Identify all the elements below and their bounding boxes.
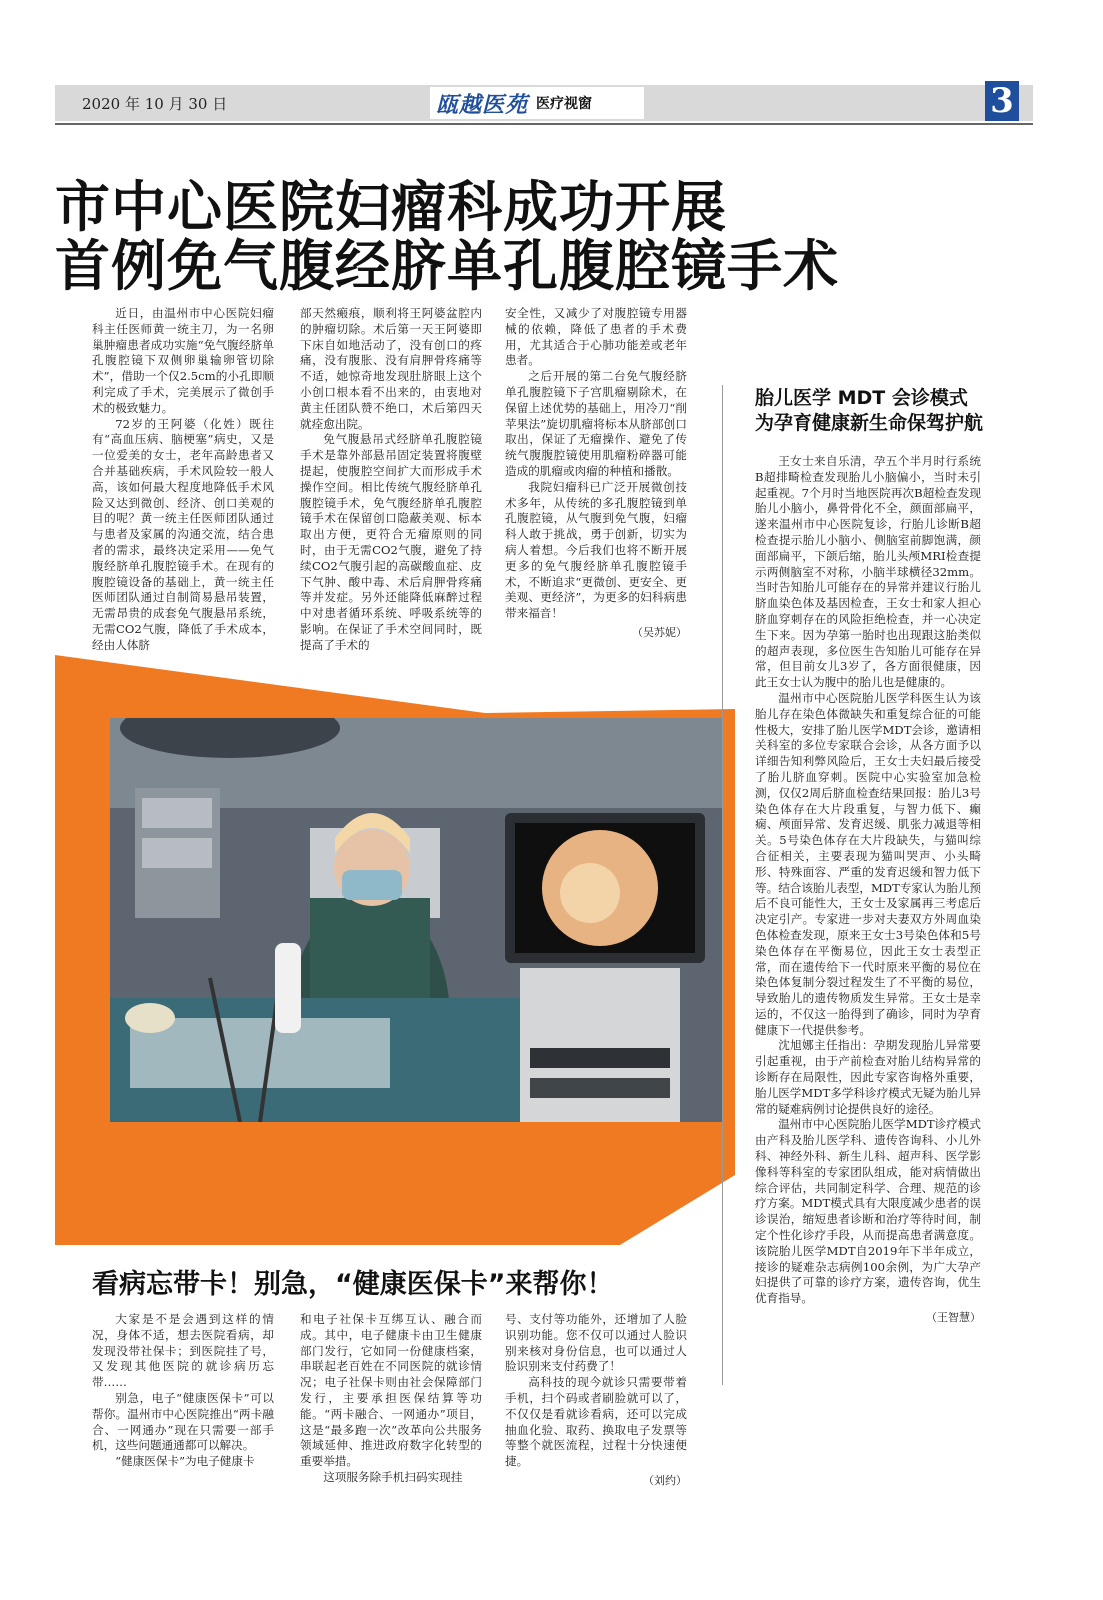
paragraph: 和电子社保卡互绑互认、融合而成。其中，电子健康卡由卫生健康部门发行，它如同一份健康档案，串联起老百姓在不同医院的就诊情况；电子社保卡则由社会保障部门发行，主要承担医保结算等功能。“两卡融合、一网通办”项目，这是“最多跑一次”改革向公共服务领域延伸、推进政府数字化转型的重要举措。 [300,1312,482,1469]
article2-body [755,454,981,1326]
paragraph: 号、支付等功能外，还增加了人脸识别功能。您不仅可以通过人脸识别来核对身份信息，也可以通过人脸识别来支付药费了！ [505,1312,687,1374]
article3-title: 看病忘带卡！别急，“健康医保卡”来帮你！ [92,1269,614,1300]
issue-date: 2020 年 10 月 30 日 [82,95,228,113]
paragraph: 高科技的现今就诊只需要带着手机，扫个码或者刷脸就可以了，不仅仅是看就诊看病，还可以完成抽血化验、取药、换取电子发票等等整个就医流程，过程十分快速便捷。 [505,1375,687,1469]
surgery-photo [110,718,722,1122]
article3-byline: （刘约） [643,1473,687,1487]
paragraph: 沈旭娜主任指出：孕期发现胎儿异常要引起重视，由于产前检查对胎儿结构异常的诊断存在局限性，因此专家咨询格外重要，胎儿医学MDT多学科诊疗模式无疑为胎儿异常的疑难病例讨论提供良好的途径。 [755,1038,981,1116]
article1-column-2 [300,306,482,654]
article2-title [755,386,1025,436]
paragraph: 安全性，又减少了对腹腔镜专用器械的依赖，降低了患者的手术费用，尤其适合于心肺功能差或老年患者。 [505,306,687,368]
paragraph: 部天然瘢痕，顺利将王阿婆盆腔内的肿瘤切除。术后第一天王阿婆即下床自如地活动了，没有创口的疼痛，没有腹胀、没有肩胛骨疼痛等不适，她惊奇地发现肚脐眼上这个小创口根本看不出来的，由衷地对黄主任团队赞不绝口，术后第四天就痊愈出院。 [300,306,482,431]
article2-byline: （王智慧） [926,1311,981,1325]
article3-column-1 [92,1312,274,1470]
masthead [430,87,644,119]
article3-column-2 [300,1312,482,1486]
headline-line-1: 市中心医院妇瘤科成功开展 [55,175,728,239]
paragraph: “健康医保卡”为电子健康卡 [115,1454,255,1469]
column-divider [722,385,723,1385]
section-name: 医疗视窗 [536,96,593,112]
paragraph: 这项服务除手机扫码实现挂 [323,1469,463,1484]
article2-title-line-2: 为孕育健康新生命保驾护航 [755,412,984,434]
page-number: 3 [985,81,1019,121]
paragraph: 近日，由温州市中心医院妇瘤科主任医师黄一统主刀，为一名卵巢肿瘤患者成功实施“免气腹经脐单孔腹腔镜下双侧卵巢输卵管切除术”，借助一个仅2.5cm的小孔即顺利完成了手术，完美展示了微创手术的极致魅力。 [92,306,274,415]
paragraph: 温州市中心医院胎儿医学MDT诊疗模式由产科及胎儿医学科、遗传咨询科、小儿外科、神经外科、新生儿科、超声科、医学影像科等科室的专家团队组成，能对病情做出综合评估，共同制定科学、合理、规范的诊疗方案。MDT模式具有大限度减少患者的误诊误治，缩短患者诊断和治疗等待时间，制定个性化诊疗手段，从而提高患者满意度。该院胎儿医学MDT自2019年下半年成立，接诊的疑难杂志病例100余例，为广大孕产妇提供了可靠的诊疗方案，遗传咨询，优生优育指导。 [755,1117,981,1306]
paragraph: 我院妇瘤科已广泛开展微创技术多年，从传统的多孔腹腔镜到单孔腹腔镜，从气腹到免气腹，妇瘤科人敢于挑战，勇于创新，切实为病人着想。今后我们也将不断开展更多的免气腹经脐单孔腹腔镜手术，不断追求“更微创、更安全、更美观、更经济”，为更多的妇科病患带来福音！ [505,479,687,621]
article2-title-line-1: 胎儿医学 MDT 会诊模式 [755,387,968,409]
paragraph: 72岁的王阿婆（化姓）既往有“高血压病、脑梗塞”病史，又是一位爱美的女士，老年高龄患者又合并基础疾病，手术风险较一般人高，该如何最大程度地降低手术风险又达到微创、经济、创口美观的目的呢？黄一统主任医师团队通过与患者及家属的沟通交流，结合患者的需求，最终决定采用——免气腹经脐单孔腹腔镜手术。在现有的腹腔镜设备的基础上，黄一统主任医师团队通过自制简易悬吊装置，无需昂贵的成套免气腹悬吊系统，无需CO2气腹，降低了手术成本，经由人体脐 [92,416,274,652]
article1-column-3 [505,306,687,641]
paragraph: 大家是不是会遇到这样的情况，身体不适，想去医院看病，却发现没带社保卡；到医院挂了号，又发现其他医院的就诊病历忘带…… [92,1312,274,1390]
article1-column-1 [92,306,274,654]
paragraph: 温州市中心医院胎儿医学科医生认为该胎儿存在染色体微缺失和重复综合征的可能性极大，安排了胎儿医学MDT会诊，邀请相关科室的多位专家联合会诊，从各方面予以详细告知利弊风险后，王女士夫妇最后接受了胎儿脐血穿刺。医院中心实验室加急检测，仅仅2周后脐血检查结果回报：胎儿3号染色体存在大片段重复，与智力低下、癫痫、颅面异常、发育迟缓、肌张力减退等相关。5号染色体存在大片段缺失，与猫叫综合征相关，主要表现为猫叫哭声、小头畸形、特殊面容、严重的发育迟缓和智力低下等。结合该胎儿表型，MDT专家认为胎儿预后不良可能性大，王女士及家属再三考虑后决定引产。专家进一步对夫妻双方外周血染色体检查发现，原来王女士3号染色体和5号染色体存在平衡易位，因此王女士表型正常，而在遗传给下一代时原来平衡的易位在染色体复制分裂过程发生了不平衡的易位，导致胎儿的遗传物质发生异常。王女士是幸运的，不仅这一胎得到了确诊，同时为孕育健康下一代提供参考。 [755,690,981,1037]
article1-byline: （吴苏妮） [632,625,687,639]
paragraph: 王女士来自乐清，孕五个半月时行系统B超排畸检查发现胎儿小脑偏小，当时未引起重视。7个月时当地医院再次B超检查发现胎儿小脑小，鼻骨骨化不全，颜面部扁平，遂来温州市中心医院复诊，行胎儿诊断B超检查提示胎儿小脑小、侧脑室前脚饱满，颜面部扁平，下颌后缩，胎儿头颅MRI检查提示两侧脑室不对称，小脑半球横径32mm。当时告知胎儿可能存在的异常并建议行胎儿脐血染色体及基因检查，王女士和家人担心脐血穿刺存在的风险拒绝检查，并一心决定生下来。因为孕第一胎时也出现跟这胎类似的超声表现，多位医生告知胎儿可能存在异常，但目前女儿3岁了，各方面很健康，因此王女士认为腹中的胎儿也是健康的。 [755,454,981,690]
paragraph: 之后开展的第二台免气腹经脐单孔腹腔镜下子宫肌瘤剔除术，在保留上述优势的基础上，用冷刀“削苹果法”旋切肌瘤将标本从脐部创口取出，保证了无瘤操作、避免了传统气腹腹腔镜使用肌瘤粉碎器可能造成的肌瘤或肉瘤的种植和播散。 [505,369,687,478]
headline-line-2: 首例免气腹经脐单孔腹腔镜手术 [55,234,840,298]
paragraph: 免气腹悬吊式经脐单孔腹腔镜手术是靠外部悬吊固定装置将腹壁提起，使腹腔空间扩大而形成手术操作空间。相比传统气腹经脐单孔腹腔镜手术，免气腹经脐单孔腹腔镜手术在保留创口隐蔽美观、标本取出方便，更符合无瘤原则的同时，由于无需CO2气腹，避免了持续CO2气腹引起的高碳酸血症、皮下气肿、酸中毒、术后肩胛骨疼痛等并发症。另外还能降低麻醉过程中对患者循环系统、呼吸系统等的影响。在保证了手术空间同时，既提高了手术的 [300,432,482,652]
masthead-logo: 瓯越医苑 [436,91,529,118]
header-rule [55,123,1033,125]
article3-column-3 [505,1312,687,1489]
paragraph: 别急，电子“健康医保卡”可以帮你。温州市中心医院推出“两卡融合、一网通办”现在只需要一部手机，这些问题通通都可以解决。 [92,1390,274,1453]
